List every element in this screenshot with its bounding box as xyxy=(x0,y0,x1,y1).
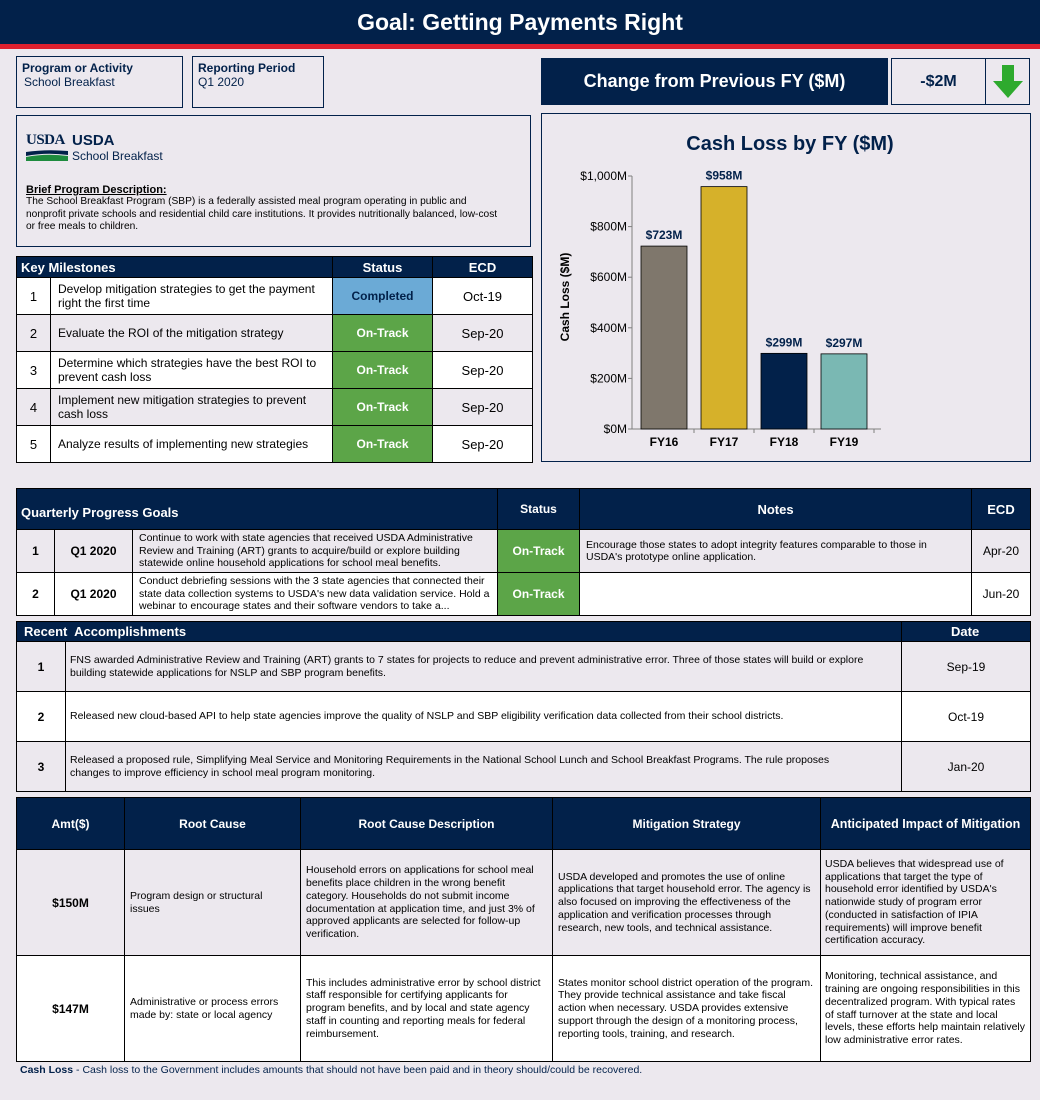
chart-y-tick-label: $800M xyxy=(590,219,627,234)
chart-y-tick-label: $0M xyxy=(603,422,627,436)
milestone-ecd: Oct-19 xyxy=(433,278,533,315)
chart-bar xyxy=(701,187,747,429)
chart-data-label: $723M xyxy=(645,228,683,243)
accomplishment-num: 3 xyxy=(17,742,66,792)
anticipated-impact: USDA believes that widespread use of applications that target the type of household error identified by USDA's nationwide study of program error (conducted in satisfaction of IPIA requirements) will improve benefit certification accuracy. xyxy=(821,850,1031,956)
impact-header: Anticipated Impact of Mitigation xyxy=(821,798,1031,850)
root-cause-name: Program design or structural issues xyxy=(125,850,301,956)
usda-logo xyxy=(26,132,68,166)
milestones-header: Key Milestones xyxy=(17,257,333,278)
chart-data-label: $958M xyxy=(705,168,743,183)
table-row xyxy=(17,692,1031,742)
header-bar xyxy=(0,0,1040,44)
agency-box xyxy=(16,115,531,247)
root-cause-desc: Household errors on applications for school meal benefits place children in the wrong benefit category. Households do not submit income documentation at application time, and just 3% of approved applicants are selected for follow-up verification. xyxy=(301,850,553,956)
milestone-text: Implement new mitigation strategies to prevent cash loss xyxy=(51,389,333,426)
status-badge: On-Track xyxy=(333,426,433,463)
accomplishment-num: 2 xyxy=(17,692,66,742)
table-row xyxy=(17,573,1031,616)
period-value: Q1 2020 xyxy=(198,75,245,89)
accomplishment-date: Sep-19 xyxy=(902,642,1031,692)
quarterly-notes: Encourage those states to adopt integrity features comparable to those in USDA's prototype online application. xyxy=(580,530,972,573)
chart-x-tick-label: FY18 xyxy=(769,435,799,449)
agency-name: USDA xyxy=(72,132,115,149)
quarterly-quarter: Q1 2020 xyxy=(55,573,133,616)
milestone-text: Analyze results of implementing new strategies xyxy=(51,426,333,463)
change-label-box xyxy=(541,58,888,105)
accomplishments-table xyxy=(16,621,1031,792)
chart-x-tick-label: FY16 xyxy=(649,435,679,449)
program-label: Program or Activity xyxy=(22,61,133,75)
change-value-box xyxy=(891,58,1030,105)
chart-bar xyxy=(761,353,807,429)
milestones-ecd-header: ECD xyxy=(433,257,533,278)
description-text: The School Breakfast Program (SBP) is a federally assisted meal program operating in public and nonprofit private schools and residential child care institutions. It provides nutritionally balanced, low-cost or free meals to children. xyxy=(26,196,498,232)
footnote-term: Cash Loss xyxy=(20,1064,74,1076)
cash-loss-chart xyxy=(542,114,1030,461)
arrow-down-icon xyxy=(992,65,1024,99)
quarterly-quarter: Q1 2020 xyxy=(55,530,133,573)
table-row xyxy=(17,315,533,352)
program-box xyxy=(16,56,183,108)
milestone-ecd: Sep-20 xyxy=(433,389,533,426)
anticipated-impact: Monitoring, technical assistance, and training are ongoing responsibilities in this decentralized program. With typical rates of staff turnover at the state and local levels, these efforts help maintain relatively low administrative error rates. xyxy=(821,956,1031,1062)
chart-bar xyxy=(641,246,687,429)
period-label: Reporting Period xyxy=(198,61,296,75)
milestone-num: 2 xyxy=(17,315,51,352)
status-badge: On-Track xyxy=(498,573,580,616)
program-value: School Breakfast xyxy=(24,75,115,89)
footnote xyxy=(20,1064,642,1076)
status-badge: On-Track xyxy=(333,315,433,352)
change-value: -$2M xyxy=(892,59,986,104)
accomplishment-text: Released a proposed rule, Simplifying Meal Service and Monitoring Requirements in the National School Lunch and School Breakfast Programs. The rule proposes changes to improve efficiency in school meal program monitoring. xyxy=(66,742,902,792)
header-red-stripe xyxy=(0,44,1040,49)
description-label: Brief Program Description: xyxy=(26,184,167,196)
period-box xyxy=(192,56,324,108)
mitigation-header: Mitigation Strategy xyxy=(553,798,821,850)
status-badge: On-Track xyxy=(333,352,433,389)
agency-header xyxy=(26,132,521,176)
milestone-num: 1 xyxy=(17,278,51,315)
quarterly-ecd: Apr-20 xyxy=(972,530,1031,573)
chart-bar xyxy=(821,354,867,429)
accomplishment-num: 1 xyxy=(17,642,66,692)
accomplishment-date: Oct-19 xyxy=(902,692,1031,742)
milestone-num: 5 xyxy=(17,426,51,463)
chart-y-tick-label: $400M xyxy=(590,320,627,335)
accomplishment-date: Jan-20 xyxy=(902,742,1031,792)
table-row xyxy=(17,530,1031,573)
root-cause-desc: This includes administrative error by school district staff responsible for certifying applicants for program benefits, and by local and state agency staff in counting and reporting meals for federal reimbursement. xyxy=(301,956,553,1062)
milestones-status-header: Status xyxy=(333,257,433,278)
quarterly-ecd: Jun-20 xyxy=(972,573,1031,616)
quarterly-notes xyxy=(580,573,972,616)
amt-header: Amt($) xyxy=(17,798,125,850)
mitigation-strategy: States monitor school district operation of the program. They provide technical assistance and take fiscal action when necessary. USDA provides extensive support through the design of a monitoring process, reporting tools, training, and research. xyxy=(553,956,821,1062)
chart-title: Cash Loss by FY ($M) xyxy=(686,133,894,155)
table-row xyxy=(17,850,1031,956)
status-badge: On-Track xyxy=(333,389,433,426)
milestone-text: Evaluate the ROI of the mitigation strategy xyxy=(51,315,333,352)
quarterly-notes-header: Notes xyxy=(580,489,972,530)
status-badge: Completed xyxy=(333,278,433,315)
quarterly-num: 1 xyxy=(17,530,55,573)
chart-y-tick-label: $200M xyxy=(590,371,627,386)
table-row xyxy=(17,426,533,463)
root-cause-table xyxy=(16,797,1031,1062)
table-row xyxy=(17,956,1031,1062)
quarterly-text: Conduct debriefing sessions with the 3 state agencies that connected their state data collection systems to USDA's new data validation service. Hold a webinar to encourage states and their software vendors to take a... xyxy=(133,573,498,616)
quarterly-text: Continue to work with state agencies that received USDA Administrative Review and Training (ART) grants to acquire/build or explore building statewide online household applications for school meal benefits. xyxy=(133,530,498,573)
root-cause-desc-header: Root Cause Description xyxy=(301,798,553,850)
chart-y-axis-label: Cash Loss ($M) xyxy=(558,252,572,342)
quarterly-ecd-header: ECD xyxy=(972,489,1031,530)
table-row xyxy=(17,389,533,426)
mitigation-strategy: USDA developed and promotes the use of online applications that target household error. The agency is also focused on improving the effectiveness of the application and verification processes through research, new tools, and technical assistance. xyxy=(553,850,821,956)
chart-x-tick-label: FY19 xyxy=(829,435,859,449)
milestone-ecd: Sep-20 xyxy=(433,315,533,352)
quarterly-num: 2 xyxy=(17,573,55,616)
root-cause-amt: $150M xyxy=(17,850,125,956)
root-cause-name: Administrative or process errors made by: state or local agency xyxy=(125,956,301,1062)
quarterly-header: Quarterly Progress Goals xyxy=(17,489,498,530)
usda-logo-text: USDA xyxy=(26,132,65,148)
page-title: Goal: Getting Payments Right xyxy=(357,8,683,35)
accomplishment-text: Released new cloud-based API to help state agencies improve the quality of NSLP and SBP eligibility verification data collected from their school districts. xyxy=(66,692,902,742)
root-cause-amt: $147M xyxy=(17,956,125,1062)
quarterly-table xyxy=(16,488,1031,616)
root-cause-header: Root Cause xyxy=(125,798,301,850)
milestone-ecd: Sep-20 xyxy=(433,352,533,389)
status-badge: On-Track xyxy=(498,530,580,573)
chart-panel xyxy=(541,113,1031,462)
table-row xyxy=(17,278,533,315)
accomplishments-header: Recent Accomplishments xyxy=(17,622,902,642)
milestone-num: 3 xyxy=(17,352,51,389)
table-row xyxy=(17,352,533,389)
change-label: Change from Previous FY ($M) xyxy=(583,71,846,91)
chart-x-tick-label: FY17 xyxy=(709,435,739,449)
chart-y-tick-label: $600M xyxy=(590,270,627,285)
usda-logo-swoosh xyxy=(26,149,68,161)
milestone-text: Determine which strategies have the best ROI to prevent cash loss xyxy=(51,352,333,389)
quarterly-status-header: Status xyxy=(498,489,580,530)
footnote-text: - Cash loss to the Government includes amounts that should not have been paid and in theory should/could be recovered. xyxy=(73,1064,643,1076)
chart-data-label: $297M xyxy=(825,335,863,350)
milestone-ecd: Sep-20 xyxy=(433,426,533,463)
milestone-text: Develop mitigation strategies to get the payment right the first time xyxy=(51,278,333,315)
table-row xyxy=(17,742,1031,792)
accomplishment-text: FNS awarded Administrative Review and Training (ART) grants to 7 states for projects to reduce and prevent administrative error. Three of those states will build or explore building statewide applications for NSLP and SBP program benefits. xyxy=(66,642,902,692)
table-row xyxy=(17,642,1031,692)
agency-program: School Breakfast xyxy=(72,149,163,163)
milestones-table xyxy=(16,256,533,463)
milestone-num: 4 xyxy=(17,389,51,426)
chart-y-tick-label: $1,000M xyxy=(580,169,627,183)
accomplishments-date-header: Date xyxy=(902,622,1031,642)
chart-data-label: $299M xyxy=(765,335,803,350)
